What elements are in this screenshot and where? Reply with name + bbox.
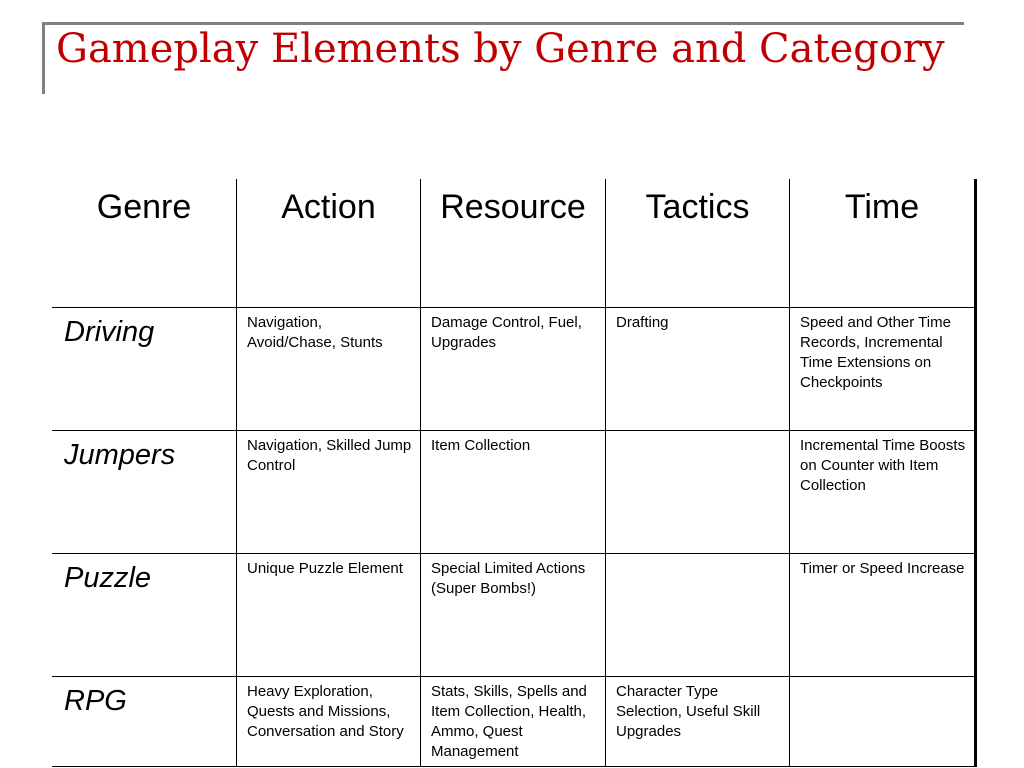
- table-row: [52, 431, 976, 554]
- header-genre: Genre: [52, 179, 237, 308]
- action-cell: Navigation, Avoid/Chase, Stunts: [237, 308, 421, 431]
- genre-cell: Puzzle: [52, 554, 237, 677]
- time-cell: Incremental Time Boosts on Counter with Item Collection: [790, 431, 976, 554]
- header-resource: Resource: [421, 179, 606, 308]
- slide-title: Gameplay Elements by Genre and Category: [56, 26, 945, 72]
- time-cell: Speed and Other Time Records, Incremental Time Extensions on Checkpoints: [790, 308, 976, 431]
- action-cell: Navigation, Skilled Jump Control: [237, 431, 421, 554]
- action-cell: Heavy Exploration, Quests and Missions, Conversation and Story: [237, 677, 421, 767]
- table-row: [52, 308, 976, 431]
- genre-category-table: [52, 179, 977, 767]
- resource-cell: Stats, Skills, Spells and Item Collection, Health, Ammo, Quest Management: [421, 677, 606, 767]
- header-time: Time: [790, 179, 976, 308]
- genre-cell: RPG: [52, 677, 237, 767]
- resource-cell: Damage Control, Fuel, Upgrades: [421, 308, 606, 431]
- action-cell: Unique Puzzle Element: [237, 554, 421, 677]
- genre-cell: Jumpers: [52, 431, 237, 554]
- table-row: [52, 677, 976, 767]
- tactics-cell: [606, 431, 790, 554]
- tactics-cell: [606, 554, 790, 677]
- table-header-row: [52, 179, 976, 308]
- genre-cell: Driving: [52, 308, 237, 431]
- tactics-cell: Drafting: [606, 308, 790, 431]
- tactics-cell: Character Type Selection, Useful Skill Upgrades: [606, 677, 790, 767]
- header-action: Action: [237, 179, 421, 308]
- header-tactics: Tactics: [606, 179, 790, 308]
- resource-cell: Special Limited Actions (Super Bombs!): [421, 554, 606, 677]
- time-cell: Timer or Speed Increase: [790, 554, 976, 677]
- time-cell: [790, 677, 976, 767]
- table-row: [52, 554, 976, 677]
- resource-cell: Item Collection: [421, 431, 606, 554]
- title-frame-left-rule: [42, 22, 45, 94]
